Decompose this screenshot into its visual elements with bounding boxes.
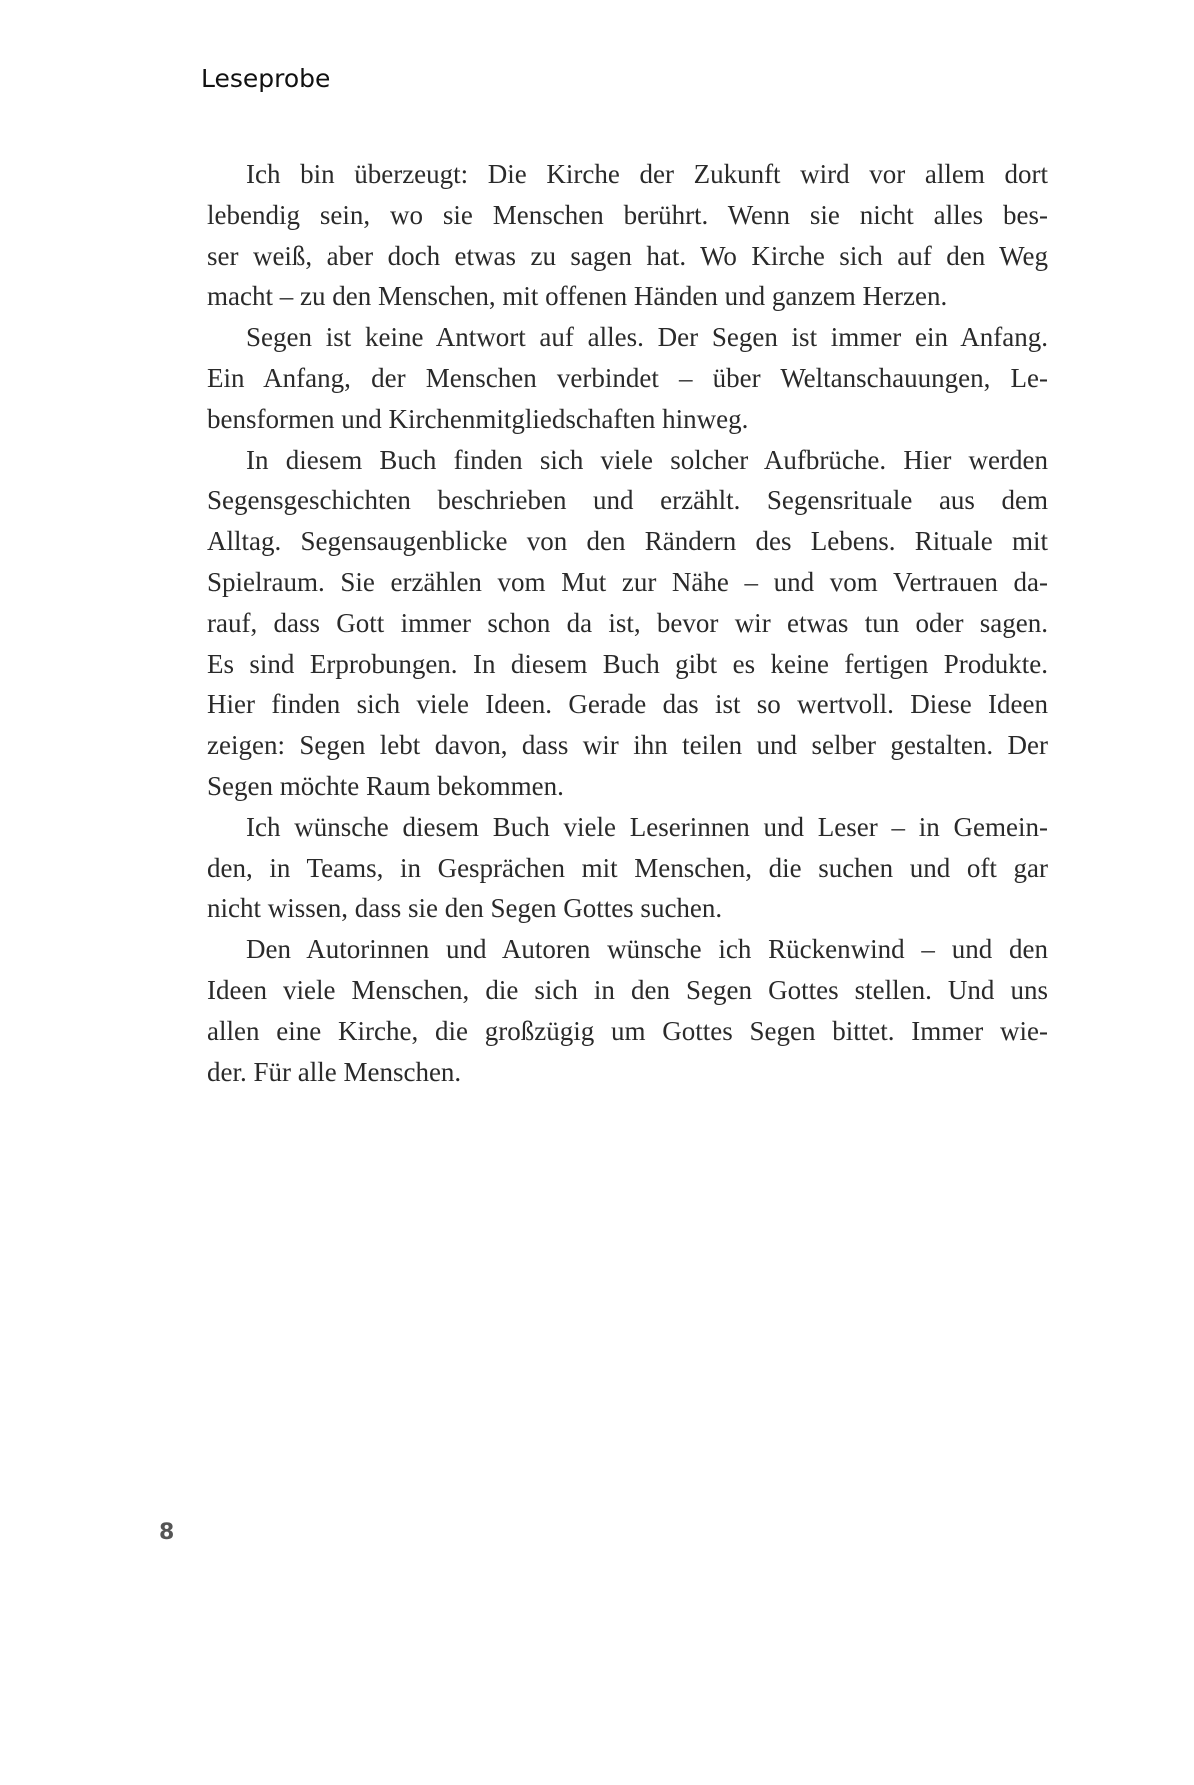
page-number: 8 xyxy=(159,1520,175,1545)
text-line: bensformen und Kirchenmitgliedschaften hinweg. xyxy=(207,403,749,434)
text-line: allen eine Kirche, die großzügig um Gottes Segen bittet. Immer wie- xyxy=(207,1015,1048,1046)
text-line: Ich bin überzeugt: Die Kirche der Zukunft wird vor allem dort xyxy=(246,159,1048,189)
text-line: Hier finden sich viele Ideen. Gerade das ist so wertvoll. Diese Ideen xyxy=(207,689,1048,720)
text-line: rauf, dass Gott immer schon da ist, bevor wir etwas tun oder sagen. xyxy=(207,607,1048,638)
body-text xyxy=(207,154,1048,1092)
paragraph xyxy=(207,317,1048,439)
paragraph xyxy=(207,807,1048,929)
page-header: Leseprobe xyxy=(201,64,331,93)
paragraph xyxy=(207,154,1048,317)
text-line: ser weiß, aber doch etwas zu sagen hat. Wo Kirche sich auf den Weg xyxy=(207,240,1048,271)
text-line: Ein Anfang, der Menschen verbindet – über Weltanschauungen, Le- xyxy=(207,362,1048,393)
text-line: Segen ist keine Antwort auf alles. Der Segen ist immer ein Anfang. xyxy=(246,322,1048,353)
paragraph xyxy=(207,440,1048,807)
text-line: Segensgeschichten beschrieben und erzählt. Segensrituale aus dem xyxy=(207,485,1048,516)
text-line: zeigen: Segen lebt davon, dass wir ihn teilen und selber gestalten. Der xyxy=(207,730,1048,761)
text-line: Ich wünsche diesem Buch viele Leserinnen und Leser – in Gemein- xyxy=(246,811,1048,842)
text-line: macht – zu den Menschen, mit offenen Händen und ganzem Herzen. xyxy=(207,281,948,312)
text-line: In diesem Buch finden sich viele solcher Aufbrüche. Hier werden xyxy=(246,444,1048,475)
text-line: Ideen viele Menschen, die sich in den Segen Gottes stellen. Und uns xyxy=(207,974,1048,1005)
text-line: Es sind Erprobungen. In diesem Buch gibt es keine fertigen Produkte. xyxy=(207,648,1048,679)
text-line: Segen möchte Raum bekommen. xyxy=(207,770,564,801)
text-line: der. Für alle Menschen. xyxy=(207,1056,462,1087)
text-line: den, in Teams, in Gesprächen mit Menschen, die suchen und oft gar xyxy=(207,852,1048,883)
text-line: Spielraum. Sie erzählen vom Mut zur Nähe – und vom Vertrauen da- xyxy=(207,566,1048,597)
text-line: lebendig sein, wo sie Menschen berührt. Wenn sie nicht alles bes- xyxy=(207,199,1048,230)
paragraph xyxy=(207,929,1048,1092)
text-line: Den Autorinnen und Autoren wünsche ich Rückenwind – und den xyxy=(246,934,1048,965)
text-line: nicht wissen, dass sie den Segen Gottes suchen. xyxy=(207,893,723,924)
text-line: Alltag. Segensaugenblicke von den Rändern des Lebens. Rituale mit xyxy=(207,526,1048,557)
